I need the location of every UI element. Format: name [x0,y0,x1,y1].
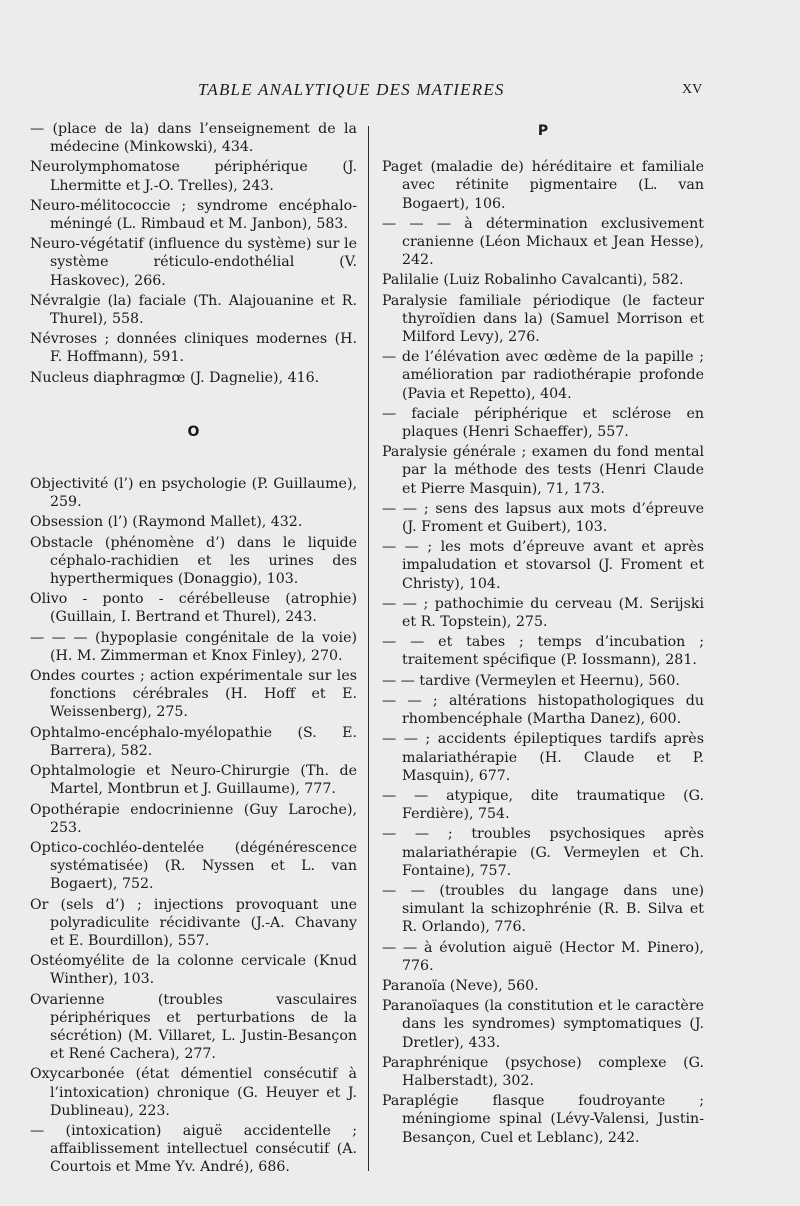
running-title: TABLE ANALYTIQUE DES MATIERES [198,80,505,99]
index-entry: Paralysie familiale périodique (le facteur thyroïdien dans la) (Samuel Morrison et Milford Levy), 276. [382,292,704,346]
index-entry: — — ; pathochimie du cerveau (M. Serijski et R. Topstein), 275. [382,595,704,631]
column-divider [368,126,369,1171]
index-entry: — — tardive (Vermeylen et Heernu), 560. [382,672,680,689]
index-entry: Obsession (l’) (Raymond Mallet), 432. [30,514,303,531]
index-entry: — — ; sens des lapsus aux mots d’épreuve (J. Froment et Guibert), 103. [382,500,704,536]
index-entry: — — ; accidents épileptiques tardifs après malariathérapie (H. Claude et P. Masquin), 677. [382,731,704,784]
index-entry: Olivo - ponto - cérébelleuse (atrophie) (Guillain, I. Bertrand et Thurel), 243. [30,591,357,626]
index-entry: Or (sels d’) ; injections provoquant une polyradiculite récidivante (J.-A. Chavany et E. Bourdillon), 557. [30,896,357,949]
index-entry: Objectivité (l’) en psychologie (P. Guillaume), 259. [30,476,357,511]
index-entry: Ovarienne (troubles vasculaires périphériques et perturbations de la sécrétion) (M. Villaret, L. Justin-Besançon et René Cachera), 277. [30,991,357,1063]
index-entry: — — à évolution aiguë (Hector M. Pinero), 776. [382,939,704,974]
index-entry: Ostéomyélite de la colonne cervicale (Knud Winther), 103. [30,953,357,988]
index-entry: — — ; troubles psychosiques après malariathérapie (G. Vermeylen et Ch. Fontaine), 757. [382,826,704,879]
index-entry: Palilalie (Luiz Robalinho Cavalcanti), 582. [382,272,684,289]
index-entry: Paraphrénique (psychose) complexe (G. Halberstadt), 302. [382,1054,704,1089]
index-entry: — — — à détermination exclusivement cranienne (Léon Michaux et Jean Hesse), 242. [382,215,704,269]
index-entry: — de l’élévation avec œdème de la papille ; amélioration par radiothérapie profonde (Pavia et Repetto), 404. [382,349,704,402]
index-entry: Optico-cochléo-dentelée (dégénérescence systématisée) (R. Nyssen et L. van Bogaert), 752. [30,839,357,893]
index-entry: Obstacle (phénomène d’) dans le liquide céphalo-rachidien et les urines des hyperthermiques (Donaggio), 103. [30,534,357,588]
index-entry: — — — (hypoplasie congénitale de la voie) (H. M. Zimmerman et Knox Finley), 270. [30,629,357,664]
index-entry: Paranoïa (Neve), 560. [382,977,539,994]
right-column [382,120,704,1149]
index-entry: — — atypique, dite traumatique (G. Ferdière), 754. [382,787,704,823]
index-entry: — — et tabes ; temps d’incubation ; traitement spécifique (P. Iossmann), 281. [382,634,704,669]
index-entry: Neuro-mélitococcie ; syndrome encéphalo-méningé (L. Rimbaud et M. Janbon), 583. [30,197,357,233]
page-number: XV [682,82,703,97]
index-entry: — — (troubles du langage dans une) simulant la schizophrénie (R. B. Silva et R. Orlando), 776. [382,882,704,936]
index-entry: — (intoxication) aiguë accidentelle ; affaiblissement intellectuel consécutif (A. Courtois et Mme Yv. André), 686. [30,1122,357,1176]
index-entry: Nucleus diaphragmœ (J. Dagnelie), 416. [30,369,320,386]
section-letter-heading: O [187,423,200,440]
index-entry: Névralgie (la) faciale (Th. Alajouanine et R. Thurel), 558. [30,292,357,328]
section-letter-heading: P [537,123,549,139]
index-entry: Ophtalmologie et Neuro-Chirurgie (Th. de Martel, Montbrun et J. Guillaume), 777. [30,763,357,798]
index-entry: Ophtalmo-encéphalo-myélopathie (S. E. Barrera), 582. [30,724,357,759]
index-entry: — (place de la) dans l’enseignement de la médecine (Minkowski), 434. [30,121,357,156]
index-entry: Ondes courtes ; action expérimentale sur les fonctions cérébrales (H. Hoff et E. Weissenberg), 275. [30,668,357,721]
index-entry: Neurolymphomatose périphérique (J. Lhermitte et J.-O. Trelles), 243. [30,159,357,194]
index-entry: Neuro-végétatif (influence du système) sur le système réticulo-endothélial (V. Haskovec), 266. [30,236,357,289]
index-entry: Paget (maladie de) héréditaire et familiale avec rétinite pigmentaire (L. van Bogaert), 106. [382,159,704,212]
index-entry: — faciale périphérique et sclérose en plaques (Henri Schaeffer), 557. [382,405,704,441]
index-entry: Névroses ; données cliniques modernes (H. F. Hoffmann), 591. [30,331,357,366]
index-entry: — — ; les mots d’épreuve avant et après impaludation et stovarsol (J. Froment et Christy), 104. [382,539,704,592]
index-entry: Paralysie générale ; examen du fond mental par la méthode des tests (Henri Claude et Pierre Masquin), 71, 173. [382,444,704,497]
left-column [30,120,357,1179]
index-entry: Opothérapie endocrinienne (Guy Laroche), 253. [30,801,357,836]
index-entry: — — ; altérations histopathologiques du rhombencéphale (Martha Danez), 600. [382,692,704,728]
page-header [0,80,800,104]
index-entry: Paraplégie flasque foudroyante ; méningiome spinal (Lévy-Valensi, Justin-Besançon, Cuel et Leblanc), 242. [382,1093,704,1146]
index-entry: Paranoïaques (la constitution et le caractère dans les syndromes) symptomatiques (J. Dretler), 433. [382,998,704,1051]
index-entry: Oxycarbonée (état démentiel consécutif à l’intoxication) chronique (G. Heuyer et J. Dublineau), 223. [30,1066,357,1119]
